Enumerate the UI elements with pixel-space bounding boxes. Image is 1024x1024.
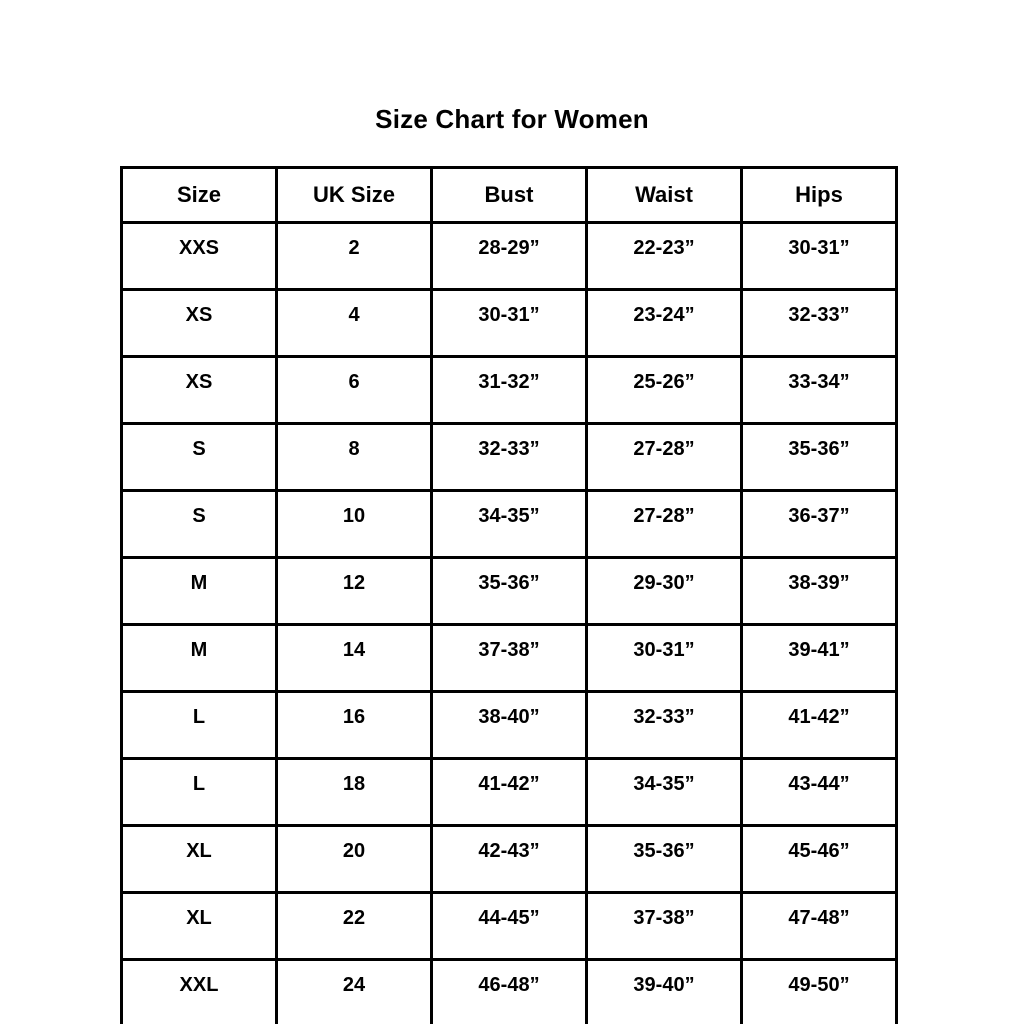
table-cell: S — [122, 424, 277, 491]
table-row — [122, 491, 897, 558]
table-cell: 31-32” — [432, 357, 587, 424]
table-cell: 47-48” — [742, 893, 897, 960]
table-cell: 23-24” — [587, 290, 742, 357]
table-row — [122, 826, 897, 893]
table-header-row — [122, 168, 897, 223]
table-cell: M — [122, 625, 277, 692]
table-cell: 8 — [277, 424, 432, 491]
table-cell: XXS — [122, 223, 277, 290]
table-cell: L — [122, 759, 277, 826]
table-cell: 29-30” — [587, 558, 742, 625]
table-cell: 25-26” — [587, 357, 742, 424]
column-header-hips: Hips — [742, 168, 897, 223]
table-cell: 22 — [277, 893, 432, 960]
table-cell: 27-28” — [587, 491, 742, 558]
table-cell: 14 — [277, 625, 432, 692]
table-row — [122, 223, 897, 290]
table-cell: 27-28” — [587, 424, 742, 491]
table-cell: 24 — [277, 960, 432, 1024]
page-title: Size Chart for Women — [375, 104, 649, 134]
table-cell: 30-31” — [742, 223, 897, 290]
table-row — [122, 558, 897, 625]
table-cell: 10 — [277, 491, 432, 558]
table-cell: 32-33” — [587, 692, 742, 759]
table-cell: 37-38” — [432, 625, 587, 692]
table-cell: XXL — [122, 960, 277, 1024]
table-cell: XL — [122, 826, 277, 893]
table-cell: 43-44” — [742, 759, 897, 826]
table-cell: 35-36” — [432, 558, 587, 625]
table-cell: 22-23” — [587, 223, 742, 290]
table-header — [122, 168, 897, 223]
table-cell: 36-37” — [742, 491, 897, 558]
table-cell: 35-36” — [587, 826, 742, 893]
table-row — [122, 424, 897, 491]
table-cell: 35-36” — [742, 424, 897, 491]
table-cell: L — [122, 692, 277, 759]
table-cell: M — [122, 558, 277, 625]
table-cell: 30-31” — [587, 625, 742, 692]
table-cell: 28-29” — [432, 223, 587, 290]
table-cell: 39-40” — [587, 960, 742, 1024]
table-cell: 46-48” — [432, 960, 587, 1024]
table-cell: 41-42” — [432, 759, 587, 826]
table-row — [122, 692, 897, 759]
table-body — [122, 223, 897, 1024]
table-cell: 38-39” — [742, 558, 897, 625]
table-cell: 18 — [277, 759, 432, 826]
table-row — [122, 625, 897, 692]
column-header-waist: Waist — [587, 168, 742, 223]
column-header-uk-size: UK Size — [277, 168, 432, 223]
table-row — [122, 960, 897, 1024]
table-cell: 41-42” — [742, 692, 897, 759]
table-cell: XL — [122, 893, 277, 960]
table-cell: XS — [122, 357, 277, 424]
table-row — [122, 357, 897, 424]
table-cell: 49-50” — [742, 960, 897, 1024]
column-header-size: Size — [122, 168, 277, 223]
table-cell: 4 — [277, 290, 432, 357]
size-chart-table — [120, 166, 898, 1024]
table-row — [122, 893, 897, 960]
table-cell: 33-34” — [742, 357, 897, 424]
table-row — [122, 759, 897, 826]
table-cell: 34-35” — [432, 491, 587, 558]
table-cell: 32-33” — [742, 290, 897, 357]
table-cell: 42-43” — [432, 826, 587, 893]
table-cell: 2 — [277, 223, 432, 290]
table-cell: 30-31” — [432, 290, 587, 357]
column-header-bust: Bust — [432, 168, 587, 223]
table-row — [122, 290, 897, 357]
table-cell: 16 — [277, 692, 432, 759]
table-cell: 12 — [277, 558, 432, 625]
table-cell: 38-40” — [432, 692, 587, 759]
table-cell: 32-33” — [432, 424, 587, 491]
table-cell: 45-46” — [742, 826, 897, 893]
table-cell: XS — [122, 290, 277, 357]
table-cell: 20 — [277, 826, 432, 893]
table-cell: 39-41” — [742, 625, 897, 692]
table-cell: S — [122, 491, 277, 558]
table-cell: 6 — [277, 357, 432, 424]
table-cell: 34-35” — [587, 759, 742, 826]
table-cell: 37-38” — [587, 893, 742, 960]
table-cell: 44-45” — [432, 893, 587, 960]
